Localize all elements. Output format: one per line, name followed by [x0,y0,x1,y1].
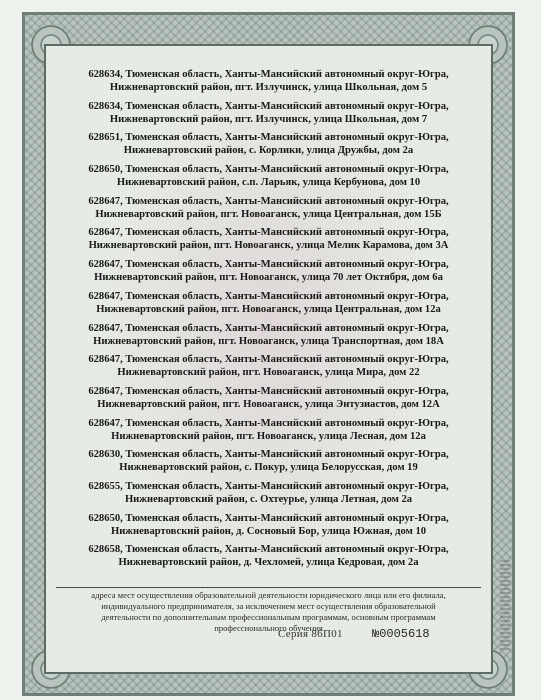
address-item: 628655, Тюменская область, Ханты-Мансийский автономный округ-Югра, Нижневартовский район, с. Охтеурье, улица Летная, дом 2а [88,480,449,505]
address-item: 628647, Тюменская область, Ханты-Мансийский автономный округ-Югра, Нижневартовский район, пгт. Новоаганск, улица Центральная, дом 12а [88,290,449,315]
address-item: 628634, Тюменская область, Ханты-Мансийский автономный округ-Югра, Нижневартовский район, пгт. Излучинск, улица Школьная, дом 5 [88,69,449,93]
address-list [56,68,481,575]
address-item: 628651, Тюменская область, Ханты-Мансийский автономный округ-Югра, Нижневартовский район, с. Корлики, улица Дружбы, дом 2а [88,132,449,157]
address-item: 628650, Тюменская область, Ханты-Мансийский автономный округ-Югра, Нижневартовский район, с.п. Ларьяк, улица Кербунова, дом 10 [88,164,449,189]
series-label: Серия 86П01 [278,628,343,640]
address-item: 628634, Тюменская область, Ханты-Мансийский автономный округ-Югра, Нижневартовский район, пгт. Излучинск, улица Школьная, дом 7 [88,100,449,125]
address-item: 628647, Тюменская область, Ханты-Мансийский автономный округ-Югра, Нижневартовский район, пгт. Новоаганск, улица Транспортная, дом 18А [88,322,449,347]
printer-imprint [500,560,510,650]
serial-number: №0005618 [372,627,430,641]
address-item: 628647, Тюменская область, Ханты-Мансийский автономный округ-Югра, Нижневартовский район, пгт. Новоаганск, улица 70 лет Октября, дом 6а [88,259,449,284]
address-item: 628647, Тюменская область, Ханты-Мансийский автономный округ-Югра, Нижневартовский район, пгт. Новоаганск, улица Мира, дом 22 [88,354,449,379]
address-item: 628647, Тюменская область, Ханты-Мансийский автономный округ-Югра, Нижневартовский район, пгт. Новоаганск, улица Лесная, дом 12а [88,417,449,442]
address-item: 628647, Тюменская область, Ханты-Мансийский автономный округ-Югра, Нижневартовский район, пгт. Новоаганск, улица Энтузиастов, дом 12А [88,385,449,410]
address-item: 628647, Тюменская область, Ханты-Мансийский автономный округ-Югра, Нижневартовский район, пгт. Новоаганск, улица Центральная, дом 15Б [88,195,449,220]
address-item: 628658, Тюменская область, Ханты-Мансийский автономный округ-Югра, Нижневартовский район, д. Чехломей, улица Кедровая, дом 2а [88,544,449,569]
address-item: 628647, Тюменская область, Ханты-Мансийский автономный округ-Югра, Нижневартовский район, пгт. Новоаганск, улица Мелик Карамова, дом 3А [88,227,449,252]
address-item: 628630, Тюменская область, Ханты-Мансийский автономный округ-Югра, Нижневартовский район, с. Покур, улица Белорусская, дом 19 [88,449,449,474]
address-item: 628650, Тюменская область, Ханты-Мансийский автономный округ-Югра, Нижневартовский район, д. Сосновый Бор, улица Южная, дом 10 [88,512,449,537]
address-footnote: адреса мест осуществления образовательной деятельности юридического лица или его филиала, индивидуального предпринимателя, за исключением мест осуществления образовательной деятельности по дополнительным профессиональным программам, основным программам профессионального обучения [56,587,481,634]
